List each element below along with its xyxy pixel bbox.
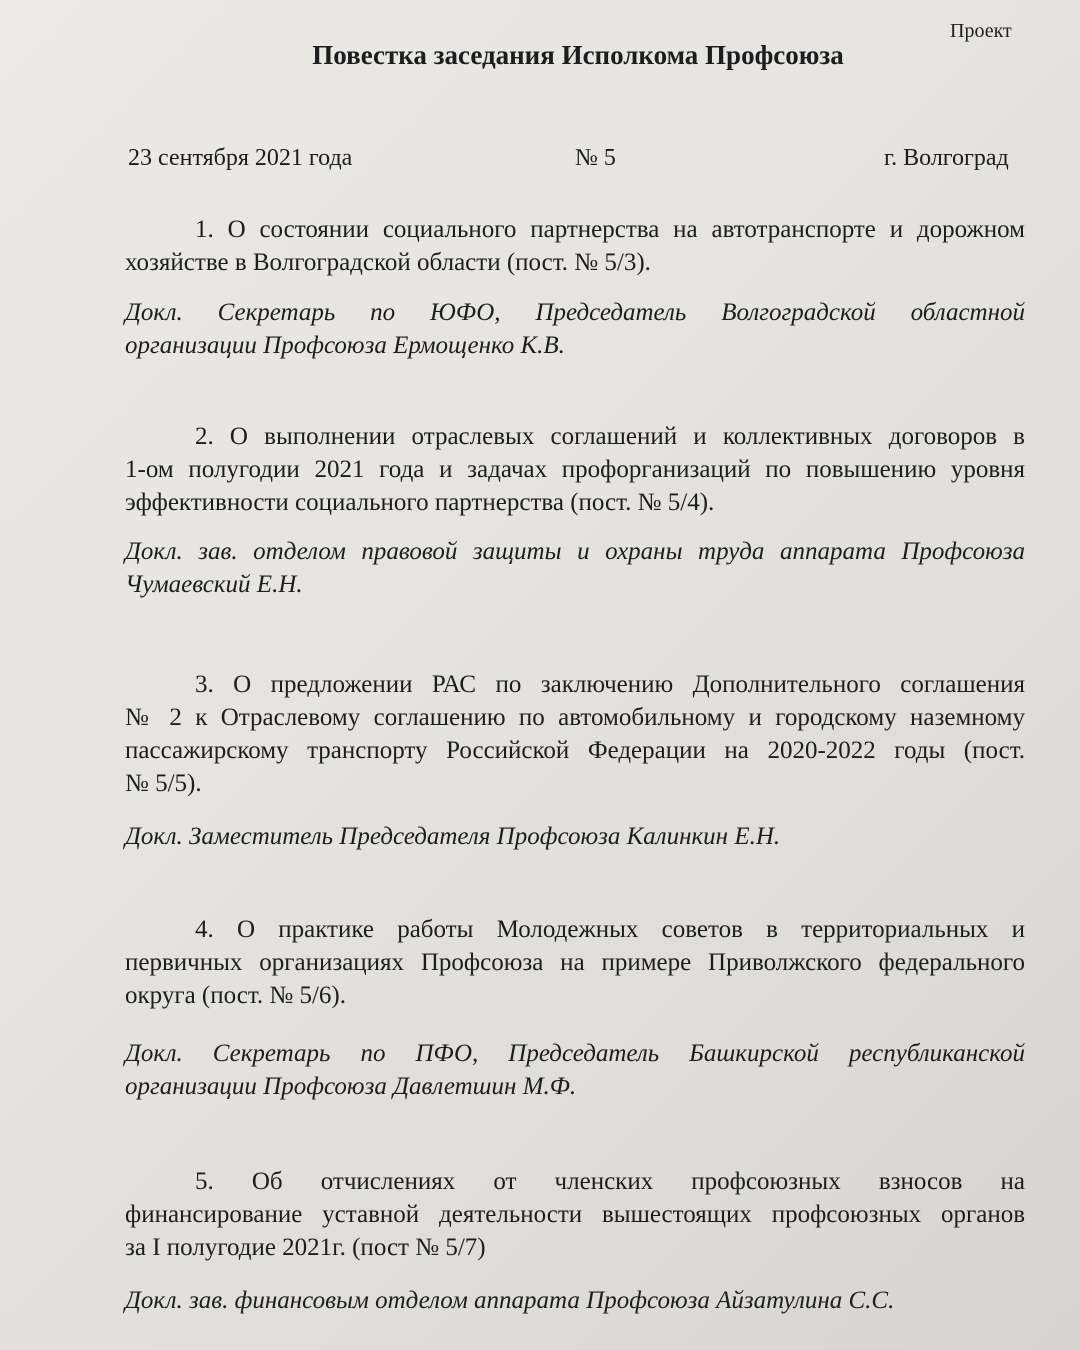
speaker-text: организации Профсоюза Ермощенко К.В. bbox=[125, 332, 565, 359]
agenda-item-speaker bbox=[125, 535, 1025, 601]
agenda-item bbox=[125, 1165, 1025, 1264]
agenda-item-text: 1. О состоянии социального партнерства на автотранспорте и дорожном bbox=[195, 216, 1025, 243]
agenda-item-text: эффективности социального партнерства (пост. № 5/4). bbox=[125, 489, 715, 516]
agenda-item-text: № 2 к Отраслевому соглашению по автомобильному и городскому наземному bbox=[125, 704, 1025, 731]
agenda-item-text: 2. О выполнении отраслевых соглашений и коллективных договоров в bbox=[195, 423, 1025, 450]
agenda-item bbox=[125, 420, 1025, 519]
agenda-item-speaker bbox=[125, 1037, 1025, 1103]
agenda-item bbox=[125, 213, 1025, 279]
agenda-item-text: первичных организациях Профсоюза на примере Приволжского федерального bbox=[125, 949, 1025, 976]
document-title: Повестка заседания Исполкома Профсоюза bbox=[312, 40, 844, 70]
agenda-item-text: финансирование уставной деятельности вышестоящих профсоюзных органов bbox=[125, 1201, 1025, 1228]
agenda-item-text: 4. О практике работы Молодежных советов в территориальных и bbox=[195, 916, 1025, 943]
speaker-text: Чумаевский Е.Н. bbox=[125, 571, 303, 598]
agenda-item-text: пассажирскому транспорту Российской Федерации на 2020-2022 годы (пост. bbox=[125, 737, 1025, 764]
meeting-date: 23 сентября 2021 года bbox=[128, 145, 353, 171]
agenda-item-speaker bbox=[125, 820, 1025, 853]
speaker-text: Докл. Заместитель Председателя Профсоюза Калинкин Е.Н. bbox=[125, 823, 781, 850]
agenda-item bbox=[125, 668, 1025, 800]
agenda-item-text: 3. О предложении РАС по заключению Дополнительного соглашения bbox=[195, 671, 1025, 698]
agenda-item-speaker bbox=[125, 1284, 1025, 1317]
agenda-item-text: 1-ом полугодии 2021 года и задачах профорганизаций по повышению уровня bbox=[125, 456, 1025, 483]
agenda-item bbox=[125, 913, 1025, 1012]
agenda-item-text: № 5/5). bbox=[125, 770, 202, 797]
agenda-item-text: хозяйстве в Волгоградской области (пост. № 5/3). bbox=[125, 249, 651, 276]
draft-label: Проект bbox=[950, 20, 1012, 42]
agenda-item-speaker bbox=[125, 296, 1025, 362]
speaker-text: Докл. Секретарь по ЮФО, Председатель Волгоградской областной bbox=[125, 299, 1025, 326]
meeting-city: г. Волгоград bbox=[884, 145, 1009, 171]
speaker-text: Докл. зав. отделом правовой защиты и охраны труда аппарата Профсоюза bbox=[125, 538, 1025, 565]
agenda-item-text: за I полугодие 2021г. (пост № 5/7) bbox=[125, 1234, 486, 1261]
agenda-item-text: округа (пост. № 5/6). bbox=[125, 982, 347, 1009]
agenda-item-text: 5. Об отчислениях от членских профсоюзных взносов на bbox=[195, 1168, 1025, 1195]
speaker-text: Докл. зав. финансовым отделом аппарата Профсоюза Айзатулина С.С. bbox=[125, 1287, 895, 1314]
meeting-number: № 5 bbox=[575, 145, 616, 171]
speaker-text: организации Профсоюза Давлетшин М.Ф. bbox=[125, 1073, 577, 1100]
speaker-text: Докл. Секретарь по ПФО, Председатель Башкирской республиканской bbox=[125, 1040, 1025, 1067]
